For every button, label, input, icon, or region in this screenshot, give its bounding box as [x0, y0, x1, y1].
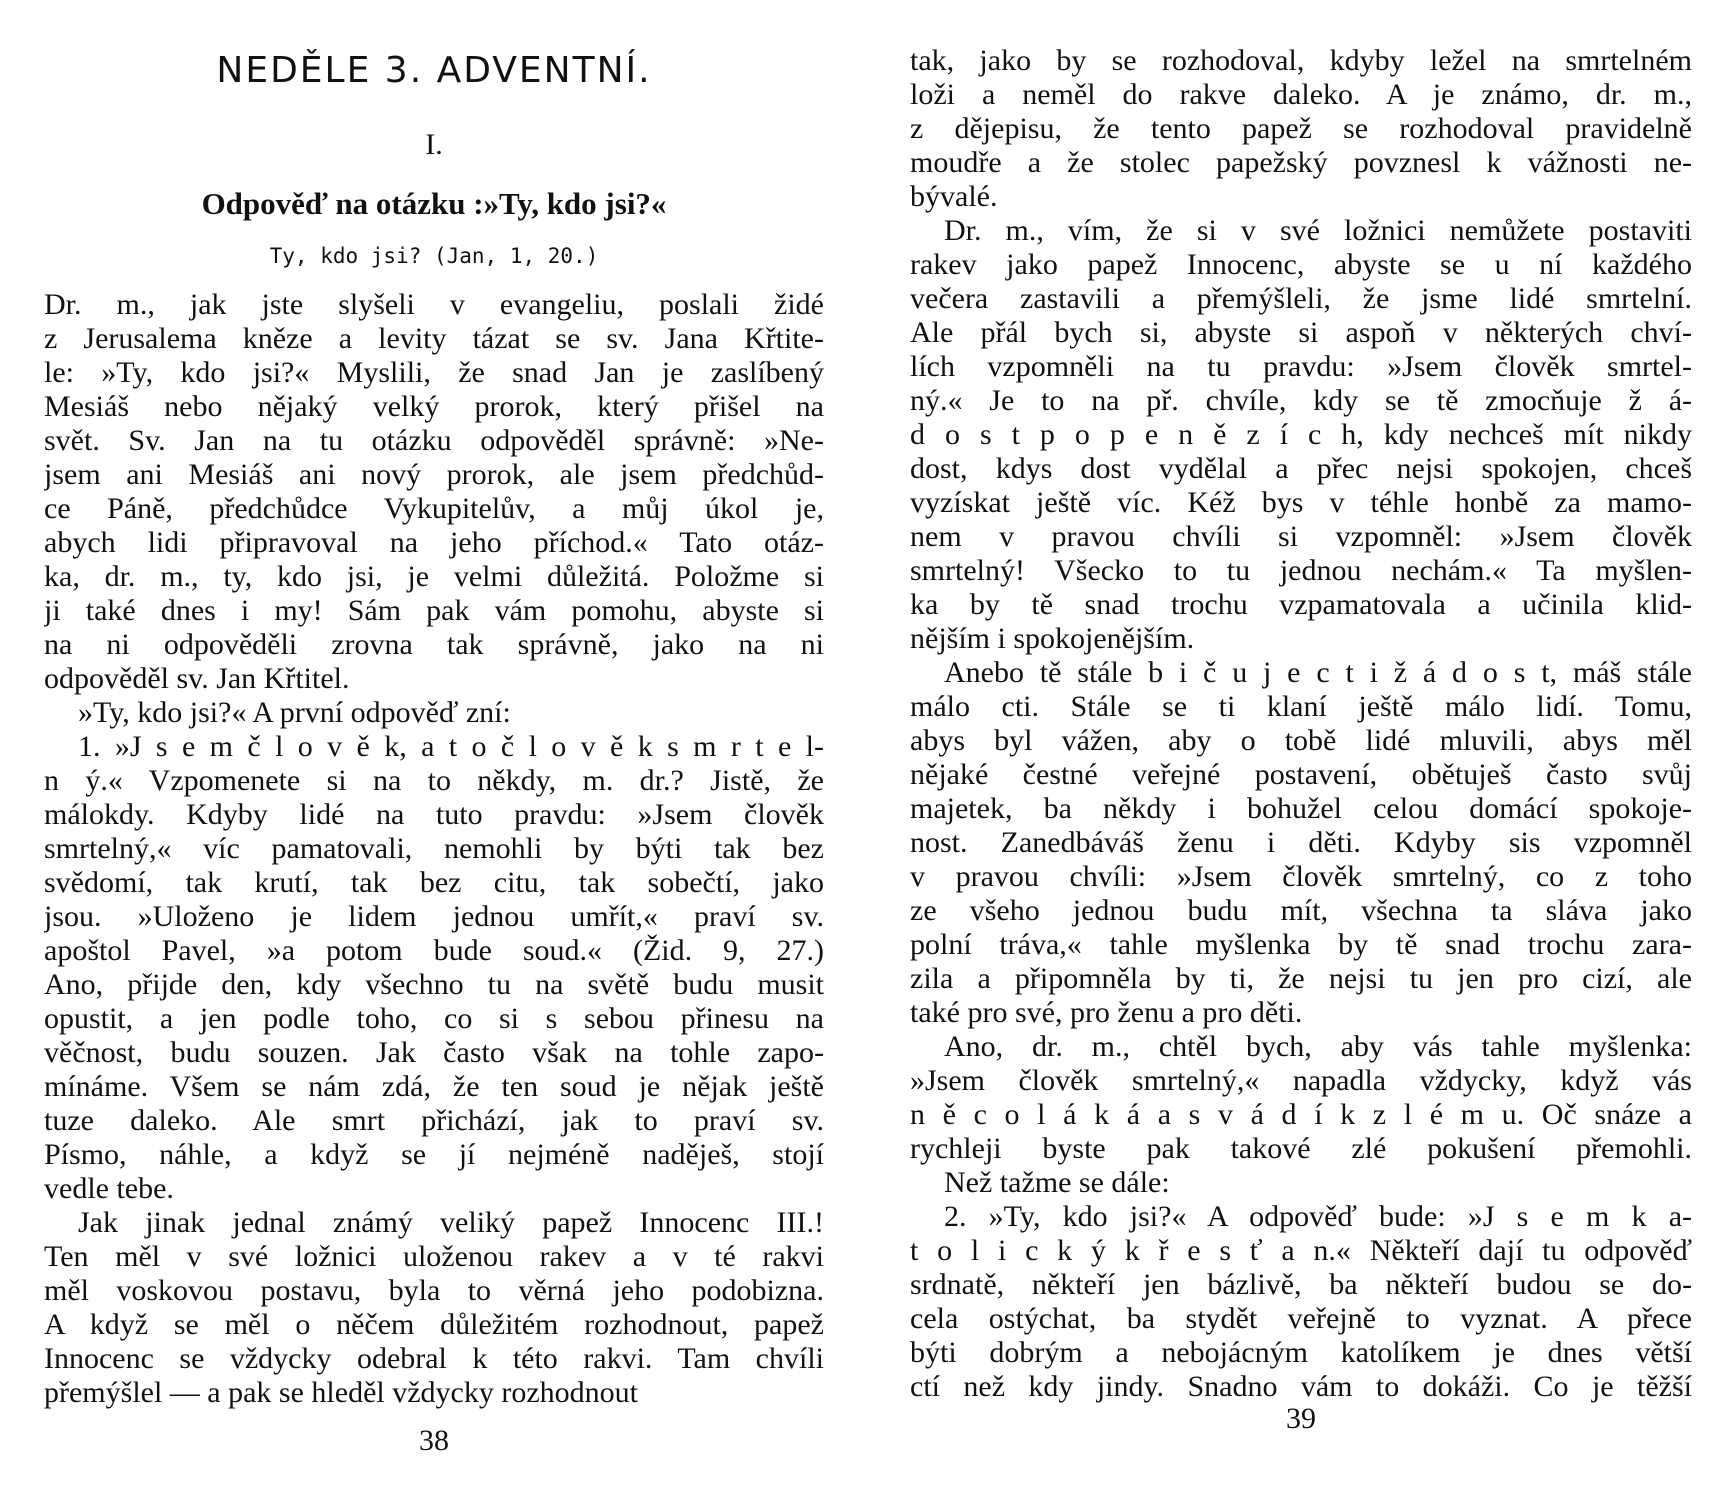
- text-line: srdnatě, někteří jen bázlivě, ba někteří budou se do-: [910, 1268, 1692, 1301]
- text-line: Ale přál bych si, abyste si aspoň v některých chví-: [910, 316, 1692, 349]
- text-line: le: »Ty, kdo jsi?« Myslili, že snad Jan je zaslíbený: [44, 356, 824, 389]
- text-line: tuze daleko. Ale smrt přichází, jak to praví sv.: [44, 1104, 824, 1137]
- text-line: ctí než kdy jindy. Snadno vám to dokáži. Co je těžší: [910, 1370, 1692, 1403]
- text-line: svět. Sv. Jan na tu otázku odpověděl správně: »Ne-: [44, 424, 824, 457]
- text-line: věčnost, budu souzen. Jak často však na tohle zapo-: [44, 1036, 824, 1069]
- text-line: odpověděl sv. Jan Křtitel.: [44, 662, 350, 695]
- text-line: na ni odpověděli zrovna tak správně, jako na ni: [44, 628, 824, 661]
- text-line: ný.« Je to na př. chvíle, kdy se tě zmocňuje ž á-: [910, 384, 1692, 417]
- text-line: ze všeho jednou budu mít, všechna ta sláva jako: [910, 894, 1692, 927]
- text-line: n ě c o l á k á a s v á d í k z l é m u. Oč snáze a: [910, 1098, 1692, 1131]
- text-line: jsem ani Mesiáš ani nový prorok, ale jsem předchůd-: [44, 458, 824, 491]
- text-line: A když se měl o něčem důležitém rozhodnout, papež: [44, 1308, 824, 1341]
- text-line: smrtelný,« víc pamatovali, nemohli by býti tak bez: [44, 832, 824, 865]
- text-line: polní tráva,« tahle myšlenka by tě snad trochu zara-: [910, 928, 1692, 961]
- text-line: ce Páně, předchůdce Vykupitelův, a můj úkol je,: [44, 492, 824, 525]
- text-line: majetek, ba někdy i bohužel celou domácí spokoje-: [910, 792, 1692, 825]
- text-line: z dějepisu, že tento papež se rozhodoval pravidelně: [910, 112, 1692, 145]
- text-line: nost. Zanedbáváš ženu i děti. Kdyby sis vzpomněl: [910, 826, 1692, 859]
- text-line: moudře a že stolec papežský povznesl k vážnosti ne-: [910, 146, 1692, 179]
- text-line: lích vzpomněli na tu pravdu: »Jsem člověk smrtel-: [910, 350, 1692, 383]
- text-line: cela ostýchat, ba stydět veřejně to vyznat. A přece: [910, 1302, 1692, 1335]
- text-line: opustit, a jen podle toho, co si s sebou přinesu na: [44, 1002, 824, 1035]
- text-line: Písmo, náhle, a když se jí nejméně naděješ, stojí: [44, 1138, 824, 1171]
- text-line: d o s t p o p e n ě z í c h, kdy nechceš mít nikdy: [910, 418, 1692, 451]
- text-line: zila a připomněla by ti, že nejsi tu jen pro cizí, ale: [910, 962, 1692, 995]
- text-line: rakev jako papež Innocenc, abyste se u ní každého: [910, 248, 1692, 281]
- page-number-right: 39: [1286, 1402, 1316, 1435]
- text-line: smrtelný! Všecko to tu jednou nechám.« Ta myšlen-: [910, 554, 1692, 587]
- text-line: ka by tě snad trochu vzpamatovala a učinila klid-: [910, 588, 1692, 621]
- text-line: Mesiáš nebo nějaký velký prorok, který přišel na: [44, 390, 824, 423]
- text-line: nem v pravou chvíli si vzpomněl: »Jsem člověk: [910, 520, 1692, 553]
- text-line: mínáme. Všem se nám zdá, že ten soud je nějak ještě: [44, 1070, 824, 1103]
- text-line: Dr. m., jak jste slyšeli v evangeliu, poslali židé: [44, 288, 824, 321]
- text-line: měl voskovou postavu, byla to věrná jeho podobizna.: [44, 1274, 824, 1307]
- page-number-left: 38: [419, 1424, 449, 1457]
- chapter-heading: NEDĚLE 3. ADVENTNÍ.: [216, 50, 652, 91]
- text-line: málo cti. Stále se ti klaní ještě málo lidí. Tomu,: [910, 690, 1692, 723]
- text-line: abych lidi připravoval na jeho příchod.« Tato otáz-: [44, 526, 824, 559]
- left-body-text: [44, 288, 824, 1410]
- text-line: abys byl vážen, aby o tobě lidé mluvili, abys měl: [910, 724, 1692, 757]
- text-line: ji také dnes i my! Sám pak vám pomohu, abyste si: [44, 594, 824, 627]
- text-line: v pravou chvíli: »Jsem člověk smrtelný, co z toho: [910, 860, 1692, 893]
- right-body-text: [910, 44, 1692, 1404]
- left-page: [44, 0, 824, 1500]
- text-line: nějaké čestné veřejné postavení, obětuješ často svůj: [910, 758, 1692, 791]
- text-line: Anebo tě stále b i č u j e c t i ž á d o s t, máš stále: [944, 656, 1692, 689]
- text-line: býti dobrým a nebojácným katolíkem je dnes větší: [910, 1336, 1692, 1369]
- text-line: tak, jako by se rozhodoval, kdyby ležel na smrtelném: [910, 44, 1692, 77]
- text-line: loži a neměl do rakve daleko. A je známo, dr. m.,: [910, 78, 1692, 111]
- text-line: z Jerusalema kněze a levity tázat se sv. Jana Křtite-: [44, 322, 824, 355]
- text-line: jsou. »Uloženo je lidem jednou umřít,« praví sv.: [44, 900, 824, 933]
- text-line: Ano, přijde den, kdy všechno tu na světě budu musit: [44, 968, 824, 1001]
- text-line: nějším i spokojenějším.: [910, 622, 1195, 655]
- text-line: málokdy. Kdyby lidé na tuto pravdu: »Jsem člověk: [44, 798, 824, 831]
- text-line: 2. »Ty, kdo jsi?« A odpověď bude: »J s e m k a-: [944, 1200, 1692, 1233]
- text-line: vyzískat ještě víc. Kéž bys v téhle honbě za mamo-: [910, 486, 1692, 519]
- text-line: Jak jinak jednal známý veliký papež Innocenc III.!: [78, 1206, 824, 1239]
- text-line: vedle tebe.: [44, 1172, 174, 1205]
- section-number: I.: [425, 128, 443, 161]
- sermon-title: Odpověď na otázku :»Ty, kdo jsi?«: [201, 186, 667, 221]
- text-line: n ý.« Vzpomenete si na to někdy, m. dr.? Jistě, že: [44, 764, 824, 797]
- text-line: přemýšlel — a pak se hleděl vždycky rozhodnout: [44, 1376, 638, 1409]
- text-line: »Jsem člověk smrtelný,« napadla vždycky, když vás: [910, 1064, 1692, 1097]
- text-line: rychleji byste pak takové zlé pokušení přemohli.: [910, 1132, 1692, 1165]
- text-line: ka, dr. m., ty, kdo jsi, je velmi důležitá. Položme si: [44, 560, 824, 593]
- text-line: také pro své, pro ženu a pro děti.: [910, 996, 1303, 1029]
- text-line: svědomí, tak krutí, tak bez citu, tak sobečtí, jako: [44, 866, 824, 899]
- text-line: apoštol Pavel, »a potom bude soud.« (Žid. 9, 27.): [44, 934, 824, 967]
- text-line: bývalé.: [910, 180, 998, 213]
- text-line: Ten měl v své ložnici uloženou rakev a v té rakvi: [44, 1240, 824, 1273]
- epigraph: Ty, kdo jsi? (Jan, 1, 20.): [269, 244, 599, 268]
- text-line: »Ty, kdo jsi?« A první odpověď zní:: [78, 696, 511, 729]
- right-page: [910, 0, 1692, 1500]
- text-line: t o l i c k ý k ř e s ť a n.« Někteří dají tu odpověď: [910, 1234, 1692, 1267]
- text-line: Ano, dr. m., chtěl bych, aby vás tahle myšlenka:: [944, 1030, 1692, 1063]
- text-line: Innocenc se vždycky odebral k této rakvi. Tam chvíli: [44, 1342, 824, 1375]
- text-line: večera zastavili a přemýšleli, že jsme lidé smrtelní.: [910, 282, 1692, 315]
- text-line: dost, kdys dost vydělal a přec nejsi spokojen, chceš: [910, 452, 1692, 485]
- text-line: Než tažme se dále:: [944, 1166, 1170, 1199]
- text-line: Dr. m., vím, že si v své ložnici nemůžete postaviti: [944, 214, 1692, 247]
- text-line: 1. »J s e m č l o v ě k, a t o č l o v ě k s m r t e l-: [78, 730, 824, 763]
